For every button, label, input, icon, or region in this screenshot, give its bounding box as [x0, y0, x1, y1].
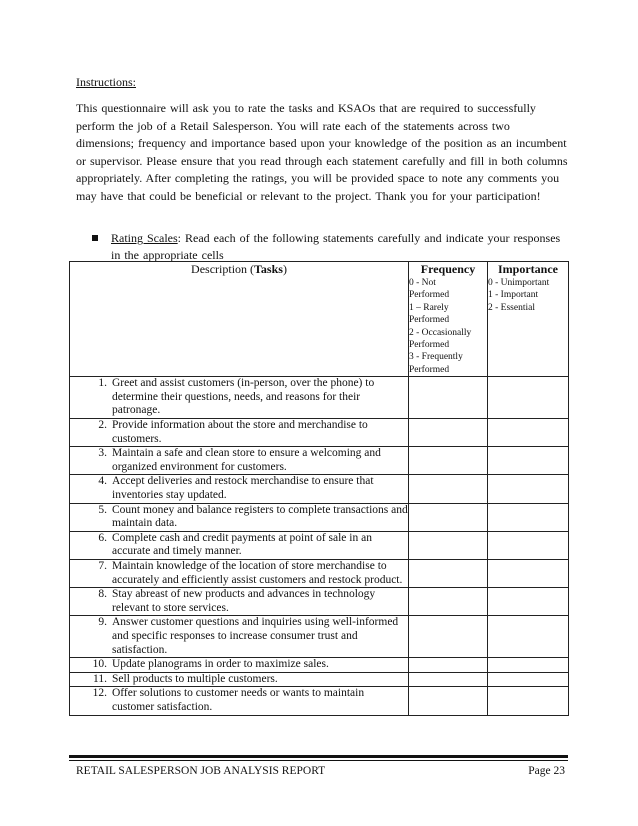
importance-rating-cell[interactable] [488, 616, 569, 658]
frequency-scale-line: Performed [409, 364, 450, 375]
instructions-body: This questionnaire will ask you to rate the tasks and KSAOs that are required to successfully perform the job of a Retail Salesperson. You will rate each of the statements across two dimensions; frequency and importance based upon your knowledge of the position as an incumbent or supervisor. Please ensure that you read through each statement carefully and fill in both columns appropriately. After completing the ratings, you will be provided space to note any comments you may have that could be beneficial or relevant to the project. Thank you for your participation! [76, 101, 568, 203]
table-row [70, 559, 569, 587]
task-description-cell [70, 687, 409, 715]
importance-rating-cell[interactable] [488, 672, 569, 687]
task-number: 12. [92, 687, 107, 700]
rating-scales-label: Rating Scales [111, 231, 178, 245]
importance-scale [488, 277, 568, 314]
footer-report-title: RETAIL SALESPERSON JOB ANALYSIS REPORT [76, 765, 326, 777]
frequency-rating-cell[interactable] [409, 559, 488, 587]
task-number: 4. [98, 475, 107, 488]
task-description-cell [70, 531, 409, 559]
task-description-cell [70, 559, 409, 587]
frequency-rating-cell[interactable] [409, 658, 488, 673]
frequency-rating-cell[interactable] [409, 475, 488, 503]
task-item [70, 532, 408, 559]
task-text: Offer solutions to customer needs or wants to maintain customer satisfaction. [112, 687, 365, 713]
task-item [70, 687, 408, 714]
frequency-column-header [409, 262, 488, 377]
frequency-rating-cell[interactable] [409, 503, 488, 531]
task-text: Stay abreast of new products and advances in technology relevant to store services. [112, 588, 376, 614]
task-item [70, 588, 408, 615]
frequency-title: Frequency [420, 262, 476, 276]
frequency-scale-line: 2 - Occasionally [409, 327, 472, 338]
task-text: Update planograms in order to maximize sales. [112, 658, 329, 671]
frequency-scale-line: 3 - Frequently [409, 352, 463, 363]
task-item [70, 475, 408, 502]
instructions-heading: Instructions: [76, 75, 136, 89]
table-row [70, 531, 569, 559]
task-number: 8. [98, 588, 107, 601]
task-number: 10. [92, 658, 107, 671]
frequency-scale-line: Performed [409, 340, 450, 351]
task-number: 1. [98, 377, 107, 390]
table-row [70, 588, 569, 616]
description-header-prefix: Description ( [191, 262, 255, 276]
rating-scales-bullet [92, 230, 562, 264]
importance-scale-line: 1 - Important [488, 290, 539, 301]
task-description-cell [70, 503, 409, 531]
table-row [70, 658, 569, 673]
importance-rating-cell[interactable] [488, 447, 569, 475]
table-row [70, 377, 569, 419]
importance-scale-line: 2 - Essential [488, 302, 535, 313]
importance-scale-line: 0 - Unimportant [488, 278, 550, 288]
importance-rating-cell[interactable] [488, 503, 569, 531]
task-item [70, 504, 408, 531]
task-description-cell [70, 616, 409, 658]
task-number: 2. [98, 419, 107, 432]
task-number: 9. [98, 616, 107, 629]
task-description-cell [70, 419, 409, 447]
task-item [70, 658, 408, 672]
task-text: Answer customer questions and inquiries using well-informed and specific responses to increase consumer trust and satisfaction. [112, 616, 399, 656]
task-rating-table [69, 261, 569, 716]
task-text: Greet and assist customers (in-person, over the phone) to determine their questions, needs, and reasons for their patronage. [112, 377, 375, 417]
frequency-rating-cell[interactable] [409, 616, 488, 658]
frequency-scale-line: 0 - Not [409, 278, 436, 288]
frequency-scale-line: 1 – Rarely [409, 302, 449, 313]
importance-rating-cell[interactable] [488, 377, 569, 419]
rating-scales-text-block [111, 230, 562, 264]
importance-title: Importance [498, 262, 558, 276]
task-item [70, 377, 408, 418]
task-item [70, 616, 408, 657]
task-text: Sell products to multiple customers. [112, 672, 278, 685]
importance-rating-cell[interactable] [488, 588, 569, 616]
frequency-rating-cell[interactable] [409, 687, 488, 715]
frequency-rating-cell[interactable] [409, 447, 488, 475]
footer-divider-thick [69, 755, 568, 758]
task-rows [70, 377, 569, 715]
task-description-cell [70, 447, 409, 475]
task-number: 7. [98, 559, 107, 572]
task-description-cell [70, 658, 409, 673]
importance-column-header [488, 262, 569, 377]
importance-rating-cell[interactable] [488, 559, 569, 587]
frequency-scale [409, 277, 487, 376]
task-text: Accept deliveries and restock merchandise to ensure that inventories stay updated. [112, 475, 374, 501]
table-row [70, 419, 569, 447]
task-item [70, 419, 408, 446]
task-number: 11. [93, 672, 107, 685]
table-header-row [70, 262, 569, 377]
task-item [70, 560, 408, 587]
frequency-rating-cell[interactable] [409, 531, 488, 559]
footer-page-number: Page 23 [528, 765, 565, 777]
importance-rating-cell[interactable] [488, 531, 569, 559]
table-row [70, 687, 569, 715]
description-header-suffix: ) [282, 262, 287, 276]
task-number: 5. [98, 503, 107, 516]
frequency-rating-cell[interactable] [409, 377, 488, 419]
footer-divider-thin [69, 760, 568, 761]
importance-rating-cell[interactable] [488, 419, 569, 447]
importance-rating-cell[interactable] [488, 658, 569, 673]
frequency-rating-cell[interactable] [409, 672, 488, 687]
task-item [70, 447, 408, 474]
frequency-scale-line: Performed [409, 315, 450, 326]
task-text: Complete cash and credit payments at point of sale in an accurate and timely manner. [112, 531, 372, 558]
importance-rating-cell[interactable] [488, 475, 569, 503]
task-description-cell [70, 475, 409, 503]
importance-rating-cell[interactable] [488, 687, 569, 715]
frequency-rating-cell[interactable] [409, 419, 488, 447]
table-row [70, 616, 569, 658]
task-description-cell [70, 672, 409, 687]
table-row [70, 447, 569, 475]
rating-scales-instruction: : Read each of the following statements carefully and indicate your responses in the appropriate cells [111, 231, 561, 262]
task-description-cell [70, 377, 409, 419]
task-text: Maintain knowledge of the location of store merchandise to accurately and efficiently assist customers and restock product. [112, 559, 403, 586]
task-description-cell [70, 588, 409, 616]
square-bullet-icon [92, 235, 98, 241]
frequency-rating-cell[interactable] [409, 588, 488, 616]
task-text: Count money and balance registers to complete transactions and maintain data. [112, 503, 408, 530]
table-row [70, 475, 569, 503]
frequency-scale-line: Performed [409, 290, 450, 301]
description-column-header [70, 262, 409, 377]
table-row [70, 503, 569, 531]
task-number: 3. [98, 447, 107, 460]
task-text: Maintain a safe and clean store to ensure a welcoming and organized environment for customers. [112, 447, 381, 473]
task-number: 6. [98, 531, 107, 544]
table-row [70, 672, 569, 687]
task-item [70, 673, 408, 687]
task-text: Provide information about the store and merchandise to customers. [112, 419, 368, 445]
description-header-bold: Tasks [254, 262, 283, 276]
